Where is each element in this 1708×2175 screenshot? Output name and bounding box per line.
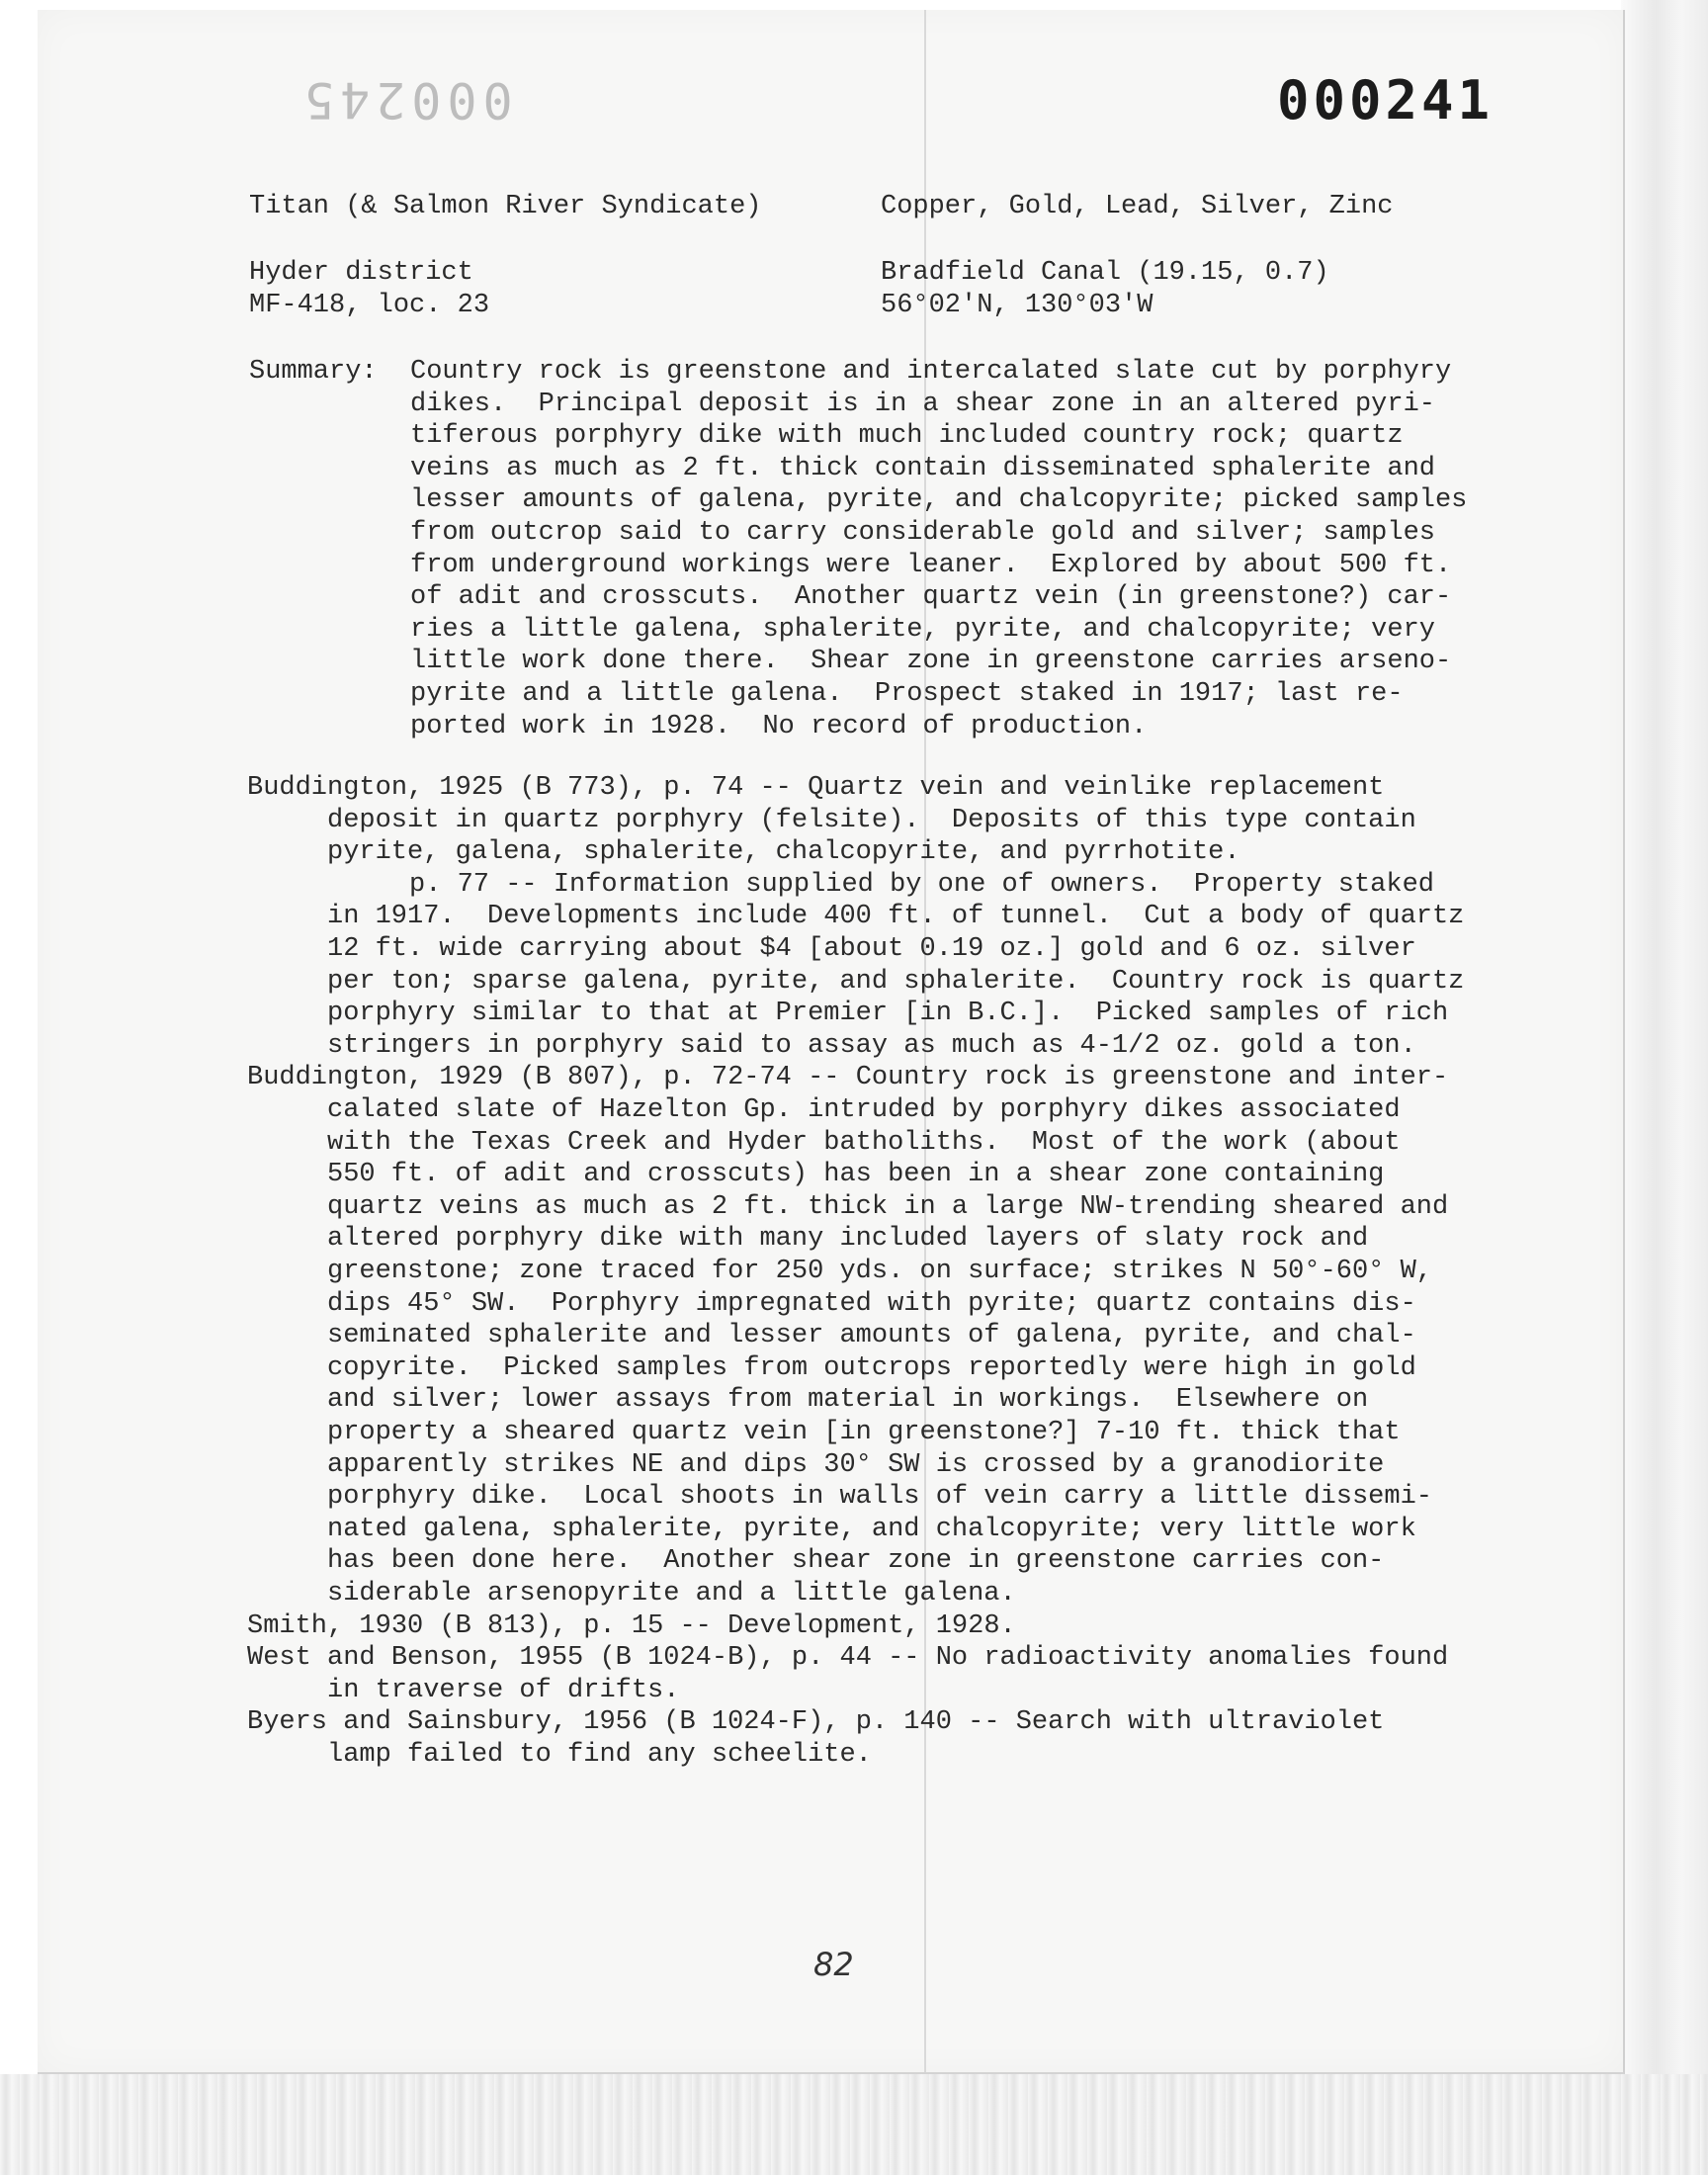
reference-line: in 1917. Developments include 400 ft. of tunnel. Cut a body of quartz (327, 902, 1465, 932)
summary-line: of adit and crosscuts. Another quartz vein (in greenstone?) car- (410, 582, 1452, 613)
reference-line: and silver; lower assays from material in workings. Elsewhere on (327, 1385, 1369, 1416)
reference-line: dips 45° SW. Porphyry impregnated with pyrite; quartz contains dis- (327, 1288, 1416, 1319)
reference-line: calated slate of Hazelton Gp. intruded by porphyry dikes associated (327, 1095, 1401, 1125)
reference-line: porphyry dike. Local shoots in walls of vein carry a little dissemi- (327, 1482, 1432, 1513)
reference-line: Smith, 1930 (B 813), p. 15 -- Development, 1928. (247, 1610, 1016, 1641)
reference-line: 12 ft. wide carrying about $4 [about 0.19 oz.] gold and 6 oz. silver (327, 934, 1416, 964)
reference-line: Byers and Sainsbury, 1956 (B 1024-F), p. 140 -- Search with ultraviolet (247, 1707, 1385, 1738)
summary-line: veins as much as 2 ft. thick contain disseminated sphalerite and (410, 453, 1435, 483)
reference-line: in traverse of drifts. (327, 1675, 680, 1705)
record-stamp-number: 000241 (1277, 69, 1494, 131)
reference-line: apparently strikes NE and dips 30° SW is crossed by a granodiorite (327, 1449, 1385, 1480)
reference-line: p. 77 -- Information supplied by one of owners. Property staked (409, 869, 1434, 900)
reference-line: copyrite. Picked samples from outcrops reportedly were high in gold (327, 1352, 1416, 1383)
reference-line: nated galena, sphalerite, pyrite, and chalcopyrite; very little work (327, 1514, 1416, 1544)
reference-line: pyrite, galena, sphalerite, chalcopyrite, and pyrrhotite. (327, 837, 1240, 868)
faded-stamp-number: 000245 (299, 71, 513, 129)
summary-line: Country rock is greenstone and intercalated slate cut by porphyry (410, 357, 1452, 387)
reference-line: lamp failed to find any scheelite. (327, 1740, 872, 1770)
reference-line: 550 ft. of adit and crosscuts) has been in a shear zone containing (327, 1160, 1385, 1190)
property-name: Titan (& Salmon River Syndicate) (249, 192, 762, 221)
reference-line: property a sheared quartz vein [in greenstone?] 7-10 ft. thick that (327, 1418, 1401, 1447)
summary-line: lesser amounts of galena, pyrite, and chalcopyrite; picked samples (410, 485, 1468, 516)
reference-line: greenstone; zone traced for 250 yds. on surface; strikes N 50°-60° W, (327, 1257, 1432, 1286)
quadrangle: Bradfield Canal (19.15, 0.7) (881, 258, 1329, 288)
reference-line: with the Texas Creek and Hyder batholiths. Most of the work (about (327, 1127, 1401, 1158)
district: Hyder district (249, 258, 473, 288)
reference-line: seminated sphalerite and lesser amounts of galena, pyrite, and chal- (327, 1321, 1416, 1351)
map-reference: MF-418, loc. 23 (249, 291, 490, 320)
reference-line: porphyry similar to that at Premier [in B.C.]. Picked samples of rich (327, 999, 1449, 1029)
scan-edge-right (1621, 0, 1708, 2175)
summary-label: Summary: (249, 357, 378, 387)
reference-line: deposit in quartz porphyry (felsite). Deposits of this type contain (327, 805, 1416, 835)
reference-line: siderable arsenopyrite and a little galena. (327, 1579, 1016, 1609)
scan-edge-bottom (0, 2074, 1708, 2175)
reference-line: Buddington, 1929 (B 807), p. 72-74 -- Country rock is greenstone and inter- (247, 1063, 1449, 1093)
coordinates: 56°02'N, 130°03'W (881, 291, 1153, 320)
summary-line: little work done there. Shear zone in greenstone carries arseno- (410, 647, 1452, 677)
reference-line: West and Benson, 1955 (B 1024-B), p. 44 -- No radioactivity anomalies found (247, 1643, 1449, 1674)
reference-line: stringers in porphyry said to assay as much as 4-1/2 oz. gold a ton. (327, 1030, 1416, 1061)
summary-line: from outcrop said to carry considerable gold and silver; samples (410, 518, 1435, 548)
summary-line: dikes. Principal deposit is in a shear zone in an altered pyri- (410, 389, 1435, 419)
summary-line: tiferous porphyry dike with much included country rock; quartz (410, 421, 1404, 452)
reference-line: altered porphyry dike with many included layers of slaty rock and (327, 1224, 1369, 1255)
summary-line: from underground workings were leaner. Explored by about 500 ft. (410, 550, 1452, 580)
summary-line: ported work in 1928. No record of production. (410, 711, 1148, 741)
reference-line: quartz veins as much as 2 ft. thick in a large NW-trending sheared and (327, 1191, 1449, 1222)
summary-line: ries a little galena, sphalerite, pyrite, and chalcopyrite; very (410, 614, 1435, 645)
reference-line: has been done here. Another shear zone in greenstone carries con- (327, 1546, 1385, 1577)
reference-line: Buddington, 1925 (B 773), p. 74 -- Quartz vein and veinlike replacement (247, 773, 1385, 803)
reference-line: per ton; sparse galena, pyrite, and sphalerite. Country rock is quartz (327, 966, 1465, 997)
commodities: Copper, Gold, Lead, Silver, Zinc (881, 192, 1394, 221)
page-number: 82 (813, 1946, 854, 1983)
summary-line: pyrite and a little galena. Prospect staked in 1917; last re- (410, 679, 1404, 709)
